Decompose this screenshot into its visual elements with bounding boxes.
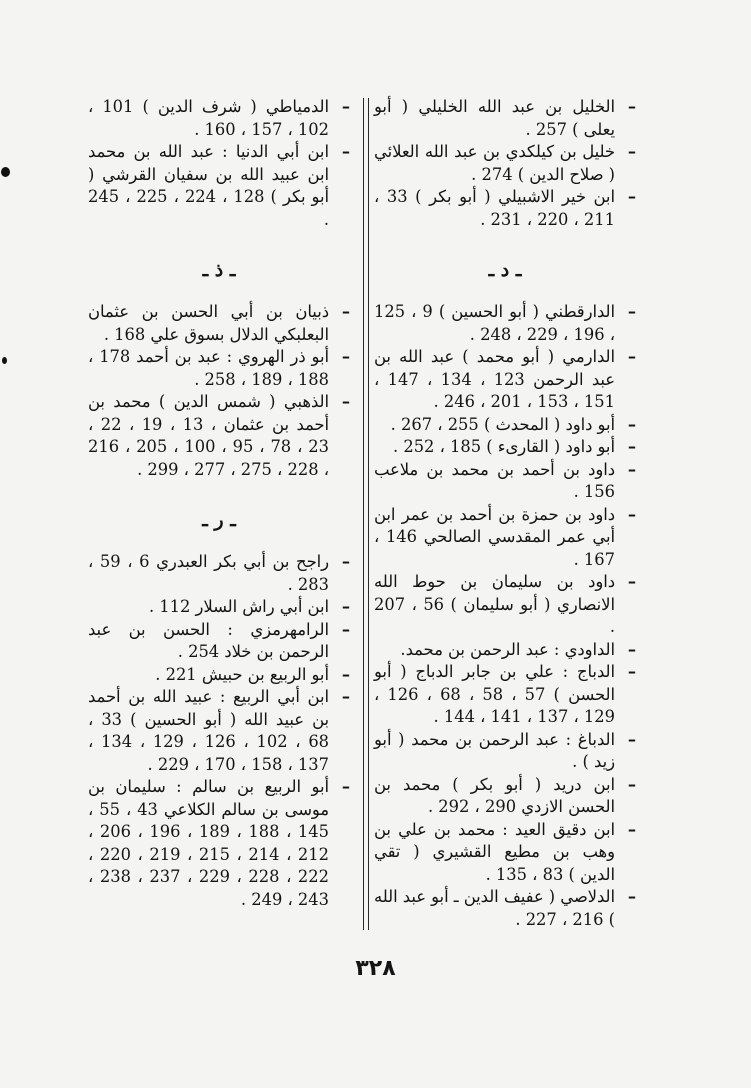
index-entry: – أبو الربيع بن سالم : سليمان بن موسى بن سالم الكلاعي 43 ، 55 ، 145 ، 188 ، 189 ، 196 ، 206 ، 212 ، 214 ، 215 ، 219 ، 220 ، 222 ، 228 ، 229 ، 237 ، 238 ، 243 ، 249 . [88,776,350,911]
index-entry: – أبو ذر الهروي : عبد بن أحمد 178 ، 188 ، 189 ، 258 . [88,346,350,391]
index-column-right [374,96,636,931]
page-number: ٣٢٨ [355,956,396,981]
index-entry: – الخليل بن عبد الله الخليلي ( أبو يعلى ) 257 . [374,96,636,141]
index-entry: – ابن دريد ( أبو بكر ) محمد بن الحسن الازدي 290 ، 292 . [374,774,636,819]
section-heading-dhal: ـ ذ ـ [202,259,236,281]
section-heading-ra: ـ ر ـ [202,509,236,531]
index-entry: – ابن أبي راش السلار 112 . [88,596,350,619]
index-entry: – أبو داود ( القارىء ) 185 ، 252 . [374,436,636,459]
index-entry: – الدارمي ( أبو محمد ) عبد الله بن عبد الرحمن 123 ، 134 ، 147 ، 151 ، 153 ، 201 ، 246 . [374,346,636,414]
index-entry: – الذهبي ( شمس الدين ) محمد بن أحمد بن عثمان ، 13 ، 19 ، 22 ، 23 ، 78 ، 95 ، 100 ، 205 ، 216 ، 228 ، 275 ، 277 ، 299 . [88,391,350,481]
index-entry: – أبو داود ( المحدث ) 255 ، 267 . [374,414,636,437]
index-entry: – ابن دقيق العيد : محمد بن علي بن وهب بن مطيع القشيري ( تقي الدين ) 83 ، 135 . [374,819,636,887]
index-entry: – خليل بن كيلكدي بن عبد الله العلائي ( صلاح الدين ) 274 . [374,141,636,186]
index-entry: – الدارقطني ( أبو الحسين ) 9 ، 125 ، 196 ، 229 ، 248 . [374,301,636,346]
index-entry: – الدمياطي ( شرف الدين ) 101 ، 102 ، 157 ، 160 . [88,96,350,141]
index-entry: – راجح بن أبي بكر العبدري 6 ، 59 ، 283 . [88,551,350,596]
index-column-left [88,96,350,911]
column-divider-line-inner [368,98,369,930]
index-entry: – الدباغ : عبد الرحمن بن محمد ( أبو زيد ) . [374,729,636,774]
index-entry: – الرامهرمزي : الحسن بن عبد الرحمن بن خلاد 254 . [88,619,350,664]
index-entry: – أبو الربيع بن حبيش 221 . [88,664,350,687]
index-entry: – ذبيان بن أبي الحسن بن عثمان البعلبكي الدلال بسوق علي 168 . [88,301,350,346]
section-heading-dal: ـ د ـ [488,259,522,281]
index-entry: – داود بن أحمد بن محمد بن ملاعب 156 . [374,459,636,504]
scan-dot-mark [2,357,7,364]
index-entry: – الدباج : علي بن جابر الدباج ( أبو الحسن ) 57 ، 58 ، 68 ، 126 ، 129 ، 137 ، 141 ، 144 . [374,661,636,729]
index-entry: – الداودي : عبد الرحمن بن محمد. [374,639,636,662]
index-entry: – ابن خير الاشبيلي ( أبو بكر ) 33 ، 211 ، 220 ، 231 . [374,186,636,231]
index-entry: – ابن أبي الربيع : عبيد الله بن أحمد بن عبيد الله ( أبو الحسين ) 33 ، 68 ، 102 ، 126 ، 129 ، 134 ، 137 ، 158 ، 170 ، 229 . [88,686,350,776]
index-entry: – داود بن حمزة بن أحمد بن عمر ابن أبي عمر المقدسي الصالحي 146 ، 167 . [374,504,636,572]
index-entry: – الدلاصي ( عفيف الدين ـ أبو عبد الله ) 216 ، 227 . [374,886,636,931]
index-entry: – داود بن سليمان بن حوط الله الانصاري ( أبو سليمان ) 56 ، 207 . [374,571,636,639]
scan-dot-mark [1,167,10,177]
index-entry: – ابن أبي الدنيا : عبد الله بن محمد ابن عبيد الله بن سفيان القرشي ( أبو بكر ) 128 ، 224 ، 225 ، 245 . [88,141,350,231]
column-divider-line [363,98,364,930]
